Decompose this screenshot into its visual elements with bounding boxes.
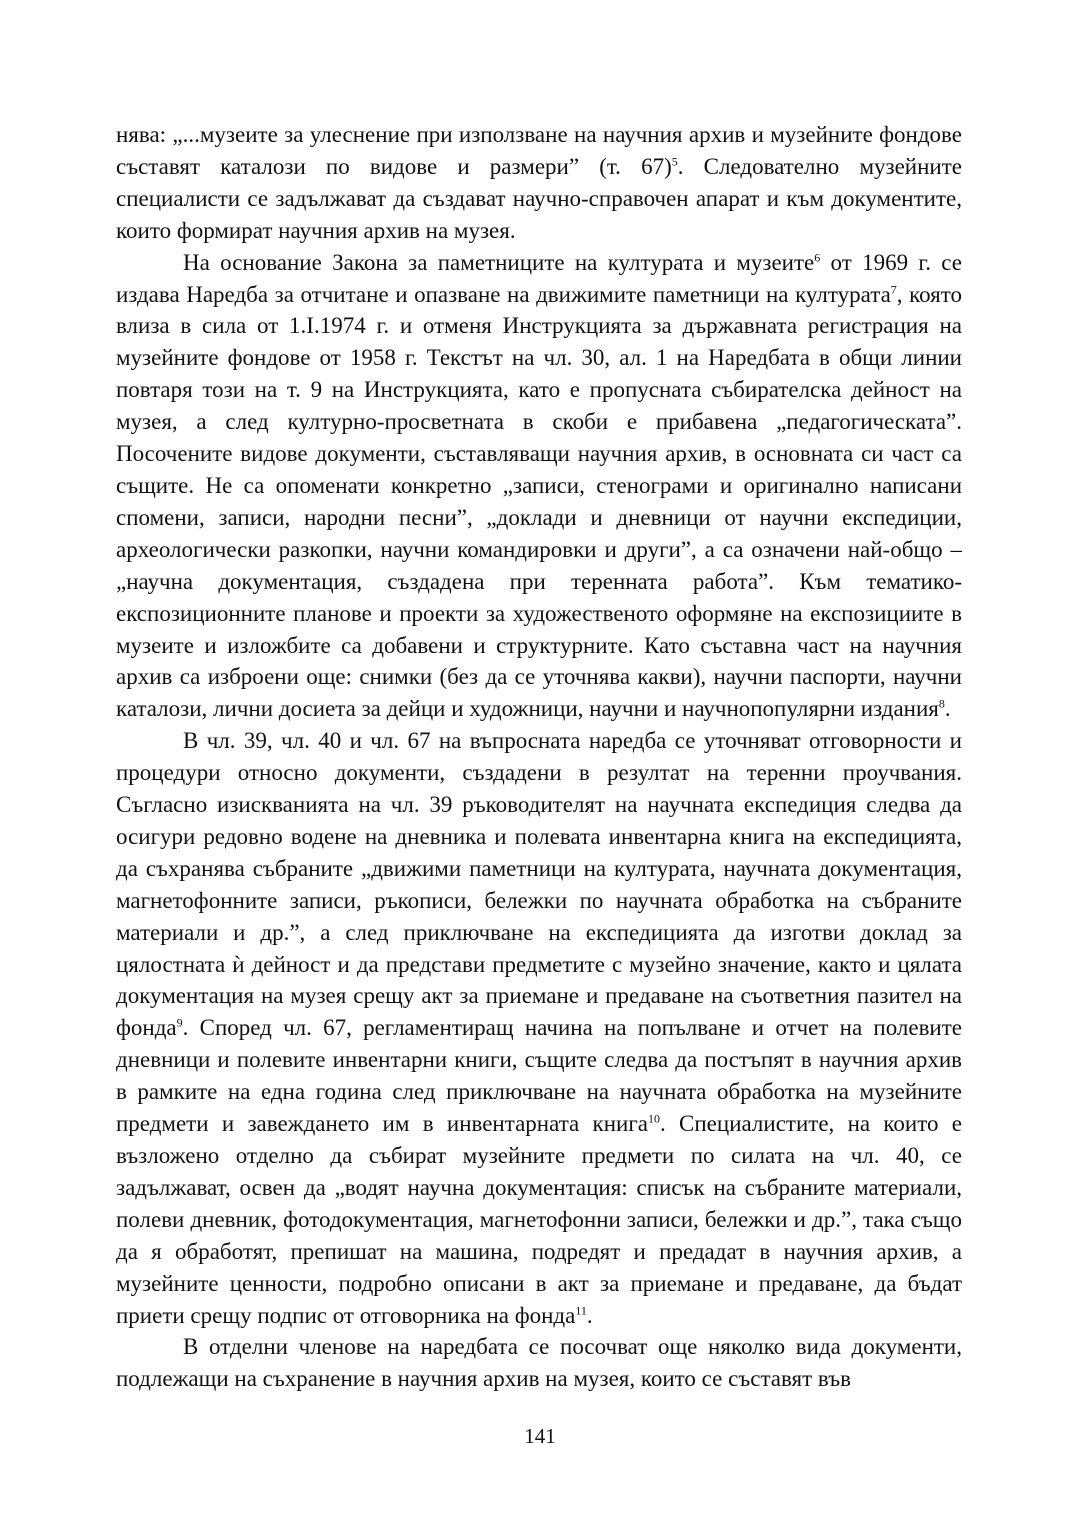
text-run: В чл. 39, чл. 40 и чл. 67 на въпросната наредба се уточняват отговорности и процедури относно документи, създадени в резултат на теренни проучвания. Съгласно изискванията на чл. 39 ръководителят на научната експедиция следва да осигури редовно водене на дневника и полевата инвентарна книга на експедицията, да съхранява събраните „движими паметници на културата, научната документация, магнетофонните записи, ръкописи, бележки по научната обработка на събраните материали и др.”, а след приключване на експедицията да изготви доклад за цялостната ѝ дейност и да представи предметите с музейно значение, както и цялата документация на музея срещу акт за приемане и предаване на съответния пазител на фонда [116, 728, 962, 1041]
footnote-ref: 6 [814, 249, 821, 264]
text-run: . [944, 696, 951, 722]
text-run: На основание Закона за паметниците на културата и музеите [183, 249, 815, 275]
text-run: от 1969 г. се издава Наредба за отчитане и опазване на движимите паметници на културата [116, 249, 962, 307]
footnote-ref: 7 [890, 281, 897, 296]
text-run: В отделни членове на наредбата се посочват още няколко вида документи, подлежащи на съхранение в научния архив на музея, които се съставят във [116, 1334, 962, 1392]
footnote-ref: 11 [575, 1302, 587, 1317]
body-text [116, 119, 962, 1395]
footnote-ref: 8 [938, 696, 945, 711]
footnote-ref: 9 [176, 1015, 183, 1030]
text-run: , която влиза в сила от 1.I.1974 г. и отменя Инструкцията за държавната регистрация на музейните фондове от 1958 г. Текстът на чл. 30, ал. 1 на Наредбата в общи линии повтаря този на т. 9 на Инструкцията, като е пропусната събирателска дейност на музея, а след културно-просветната в скоби е прибавена „педагогическата”. Посочените видове документи, съставляващи научния архив, в основната си част са същите. Не са опоменати конкретно „записи, стенограми и оригинално написани спомени, записи, народни песни”, „доклади и дневници от научни експедиции, археологически разкопки, научни командировки и други”, а са означени най-общо – „научна документация, създадена при теренната работа”. Към тематико-експозиционните планове и проекти за художественото оформяне на експозициите в музеите и изложбите са добавени и структурните. Като съставна част на научния архив са изброени още: снимки (без да се уточнява какви), научни паспорти, научни каталози, лични досиета за дейци и художници, научни и научнопопулярни издания [116, 281, 962, 722]
text-run: нява: „...музеите за улеснение при използване на научния архив и музейните фондове съставят каталози по видове и размери” (т. 67) [116, 122, 962, 179]
page-number: 141 [524, 1424, 556, 1448]
footnote-ref: 5 [671, 154, 678, 169]
paragraph [116, 247, 962, 726]
text-run: . [586, 1302, 593, 1328]
text-run: . Специалистите, на които е възложено отделно да събират музейните предмети по силата на чл. 40, се задължават, освен да „водят научна документация: списък на събраните материали, полеви дневник, фотодокументация, магнетофонни записи, бележки и др.”, така също да я обработят, препишат на машина, подредят и предадат в научния архив, а музейните ценности, подробно описани в акт за приемане и предаване, да бъдат приети срещу подпис от отговорника на фонда [116, 1111, 962, 1328]
paragraph [116, 119, 962, 247]
paragraph [116, 1331, 962, 1395]
text-run: . Следователно музейните специалисти се задължават да създават научно-справочен апарат и към документите, които формират научния архив на музея. [116, 153, 962, 243]
footnote-ref: 10 [647, 1111, 660, 1126]
text-run: . Според чл. 67, регламентиращ начина на попълване и отчет на полевите дневници и полевите инвентарни книги, същите следва да постъпят в научния архив в рамките на една година след приключване на научната обработка на музейните предмети и завеждането им в инвентарната книга [116, 1015, 962, 1137]
paragraph [116, 725, 962, 1331]
